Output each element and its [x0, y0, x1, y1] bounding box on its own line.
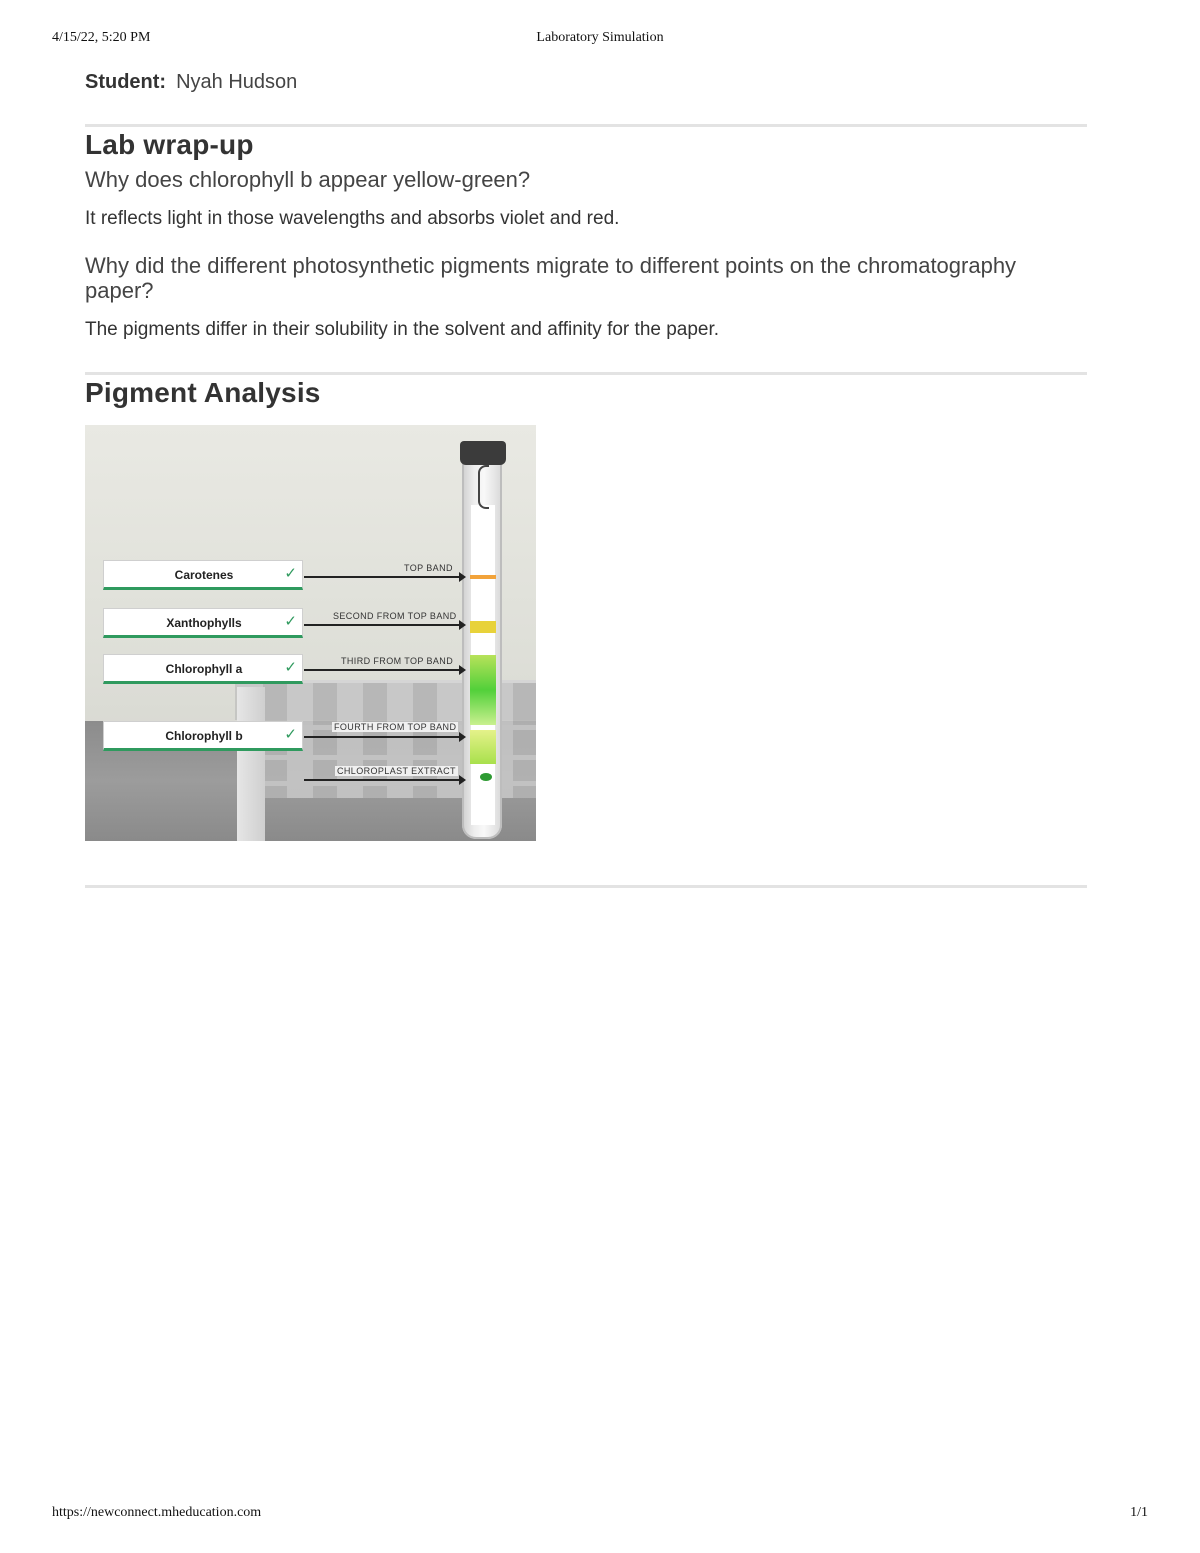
tube-cap — [460, 441, 506, 465]
student-name: Nyah Hudson — [176, 71, 298, 93]
pigment-label-xanthophylls[interactable] — [103, 608, 303, 638]
pigment-label-chlorophyll-a[interactable] — [103, 654, 303, 684]
answer-2: The pigments differ in their solubility in the solvent and affinity for the paper. — [85, 319, 720, 340]
print-header — [0, 30, 1200, 50]
print-title: Laboratory Simulation — [536, 30, 664, 45]
chromatography-figure — [85, 425, 536, 841]
student-label: Student: — [85, 71, 167, 93]
chloroplast-extract-spot — [480, 773, 492, 781]
checkmark-icon: ✓ — [284, 726, 297, 743]
arrow-top-band — [304, 576, 464, 578]
band-label: SECOND FROM TOP BAND — [333, 611, 457, 621]
pigment-analysis-title: Pigment Analysis — [85, 377, 321, 408]
checkmark-icon: ✓ — [284, 613, 297, 630]
arrow-extract — [304, 779, 464, 781]
pigment-name: Carotenes — [174, 568, 234, 582]
pigment-name: Chlorophyll a — [165, 662, 243, 676]
extract-label: CHLOROPLAST EXTRACT — [337, 766, 456, 776]
checkmark-icon: ✓ — [284, 565, 297, 582]
divider — [85, 885, 1087, 888]
rack-end — [237, 687, 265, 841]
band-label: THIRD FROM TOP BAND — [341, 656, 454, 666]
chlorophyll-a-band — [470, 655, 496, 725]
paper-hook — [478, 465, 489, 509]
chlorophyll-b-band — [470, 730, 496, 764]
question-1: Why does chlorophyll b appear yellow-green? — [85, 167, 531, 192]
question-2: Why did the different photosynthetic pigments migrate to different points on the chromatography paper? — [85, 253, 1017, 303]
pigment-name: Xanthophylls — [166, 616, 242, 630]
band-label: FOURTH FROM TOP BAND — [334, 722, 457, 732]
page-number: 1/1 — [1130, 1505, 1148, 1520]
page-content — [85, 66, 1087, 888]
answer-1: It reflects light in those wavelengths and absorbs violet and red. — [85, 208, 620, 229]
pigment-name: Chlorophyll b — [165, 729, 243, 743]
xanthophylls-band — [470, 621, 496, 633]
print-datetime: 4/15/22, 5:20 PM — [52, 30, 151, 45]
print-footer — [0, 1505, 1200, 1525]
arrow-second-band — [304, 624, 464, 626]
pigment-label-chlorophyll-b[interactable] — [103, 721, 303, 751]
footer-url: https://newconnect.mheducation.com — [52, 1505, 262, 1520]
pigment-label-carotenes[interactable] — [103, 560, 303, 590]
arrow-fourth-band — [304, 736, 464, 738]
student-line — [85, 66, 1087, 98]
arrow-third-band — [304, 669, 464, 671]
checkmark-icon: ✓ — [284, 659, 297, 676]
band-label: TOP BAND — [404, 563, 453, 573]
carotenes-band — [470, 575, 496, 579]
lab-wrapup-title: Lab wrap-up — [85, 129, 254, 160]
